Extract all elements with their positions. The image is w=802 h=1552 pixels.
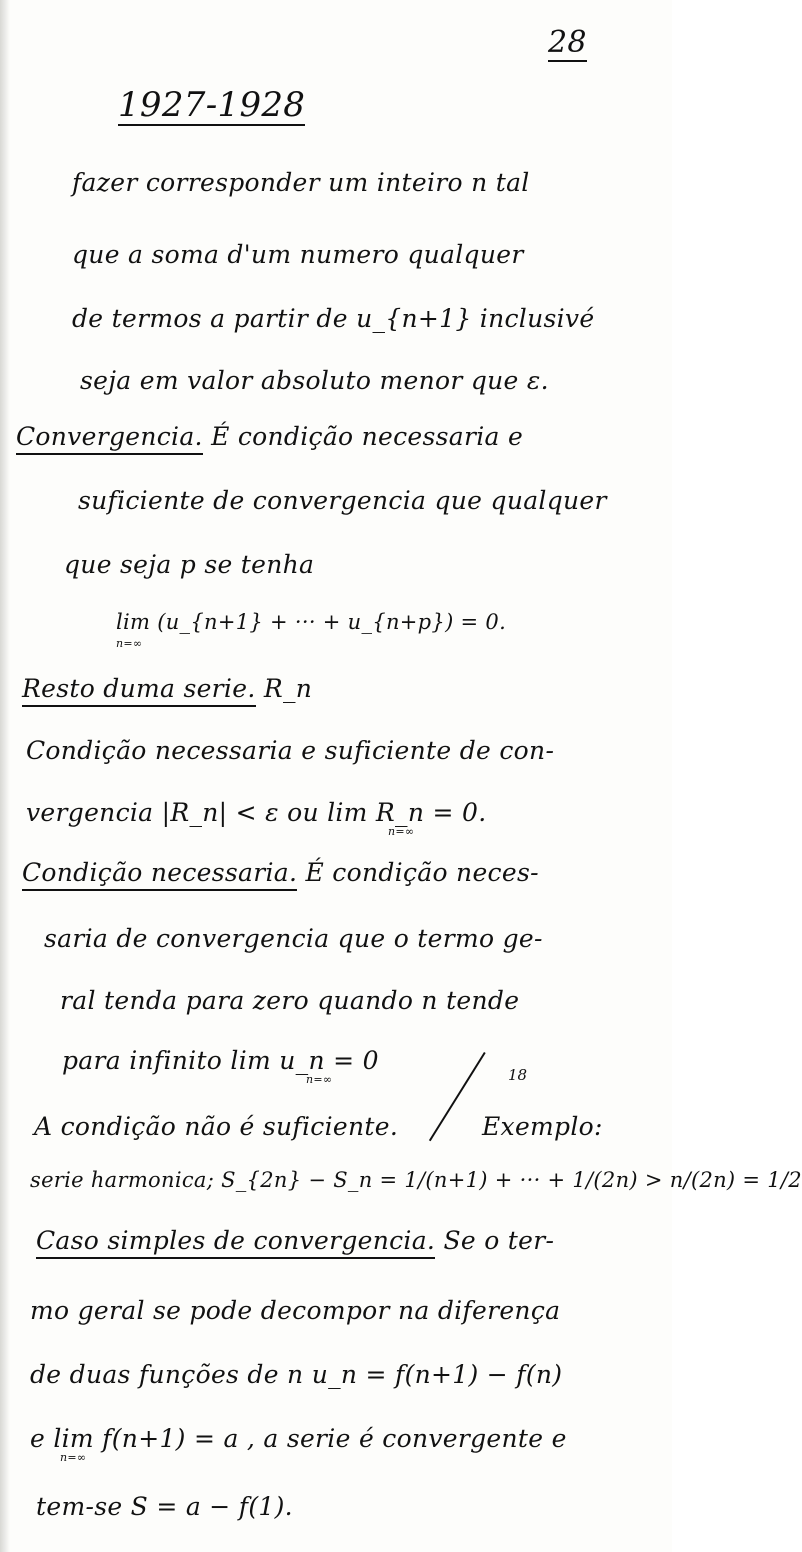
text-line: fazer corresponder um inteiro n tal (72, 168, 530, 197)
text-line: e lim f(n+1) = a , a serie é convergente e (30, 1424, 567, 1453)
page-number: 28 (548, 25, 587, 60)
text-line: Condição necessaria e suficiente de con- (26, 736, 555, 765)
section-label: Resto duma serie. (22, 674, 256, 707)
limit-subscript: n=∞ (60, 1451, 87, 1464)
section-label: Convergencia. (16, 422, 203, 455)
formula-line: serie harmonica; S_{2n} − S_n = 1/(n+1) + ··· + 1/(2n) > n/(2n) = 1/2 (30, 1168, 802, 1192)
text-line (22, 860, 539, 885)
text-line: de termos a partir de u_{n+1} inclusivé (72, 304, 595, 333)
section-text: R_n (263, 674, 313, 703)
section-label: Caso simples de convergencia. (36, 1226, 435, 1259)
limit-subscript: n=∞ (388, 825, 415, 838)
section-label: Condição necessaria. (22, 858, 297, 891)
text-line: de duas funções de n u_n = f(n+1) − f(n) (30, 1360, 563, 1389)
text-line: que seja p se tenha (64, 550, 315, 579)
text-line: seja em valor absoluto menor que ε. (80, 366, 549, 395)
margin-slash-mark (429, 1052, 486, 1141)
formula-line: lim (u_{n+1} + ··· + u_{n+p}) = 0. (116, 610, 507, 634)
text-line: A condição não é suficiente. (34, 1112, 399, 1141)
text-line: suficiente de convergencia que qualquer (78, 486, 607, 515)
limit-subscript: n=∞ (116, 637, 143, 650)
page-heading: 1927-1928 (118, 85, 306, 125)
limit-subscript: n=∞ (306, 1073, 333, 1086)
section-text: É condição necessaria e (211, 422, 524, 451)
text-line: saria de convergencia que o termo ge- (44, 924, 543, 953)
text-line: tem-se S = a − f(1). (36, 1492, 293, 1521)
text-line: para infinito lim u_n = 0 (62, 1046, 379, 1075)
page-edge-shadow (0, 0, 10, 1552)
text-line (16, 424, 523, 449)
section-text: Se o ter- (443, 1226, 555, 1255)
text-line: ral tenda para zero quando n tende (60, 986, 520, 1015)
text-line: mo geral se pode decompor na diferença (30, 1296, 561, 1325)
text-line: Exemplo: (482, 1112, 603, 1141)
text-line: que a soma d'um numero qualquer (72, 240, 524, 269)
text-line (36, 1228, 554, 1253)
margin-note: 18 (508, 1066, 528, 1084)
text-line: vergencia |R_n| < ε ou lim R_n = 0. (26, 798, 487, 827)
section-text: É condição neces- (305, 858, 539, 887)
text-line (22, 676, 312, 701)
